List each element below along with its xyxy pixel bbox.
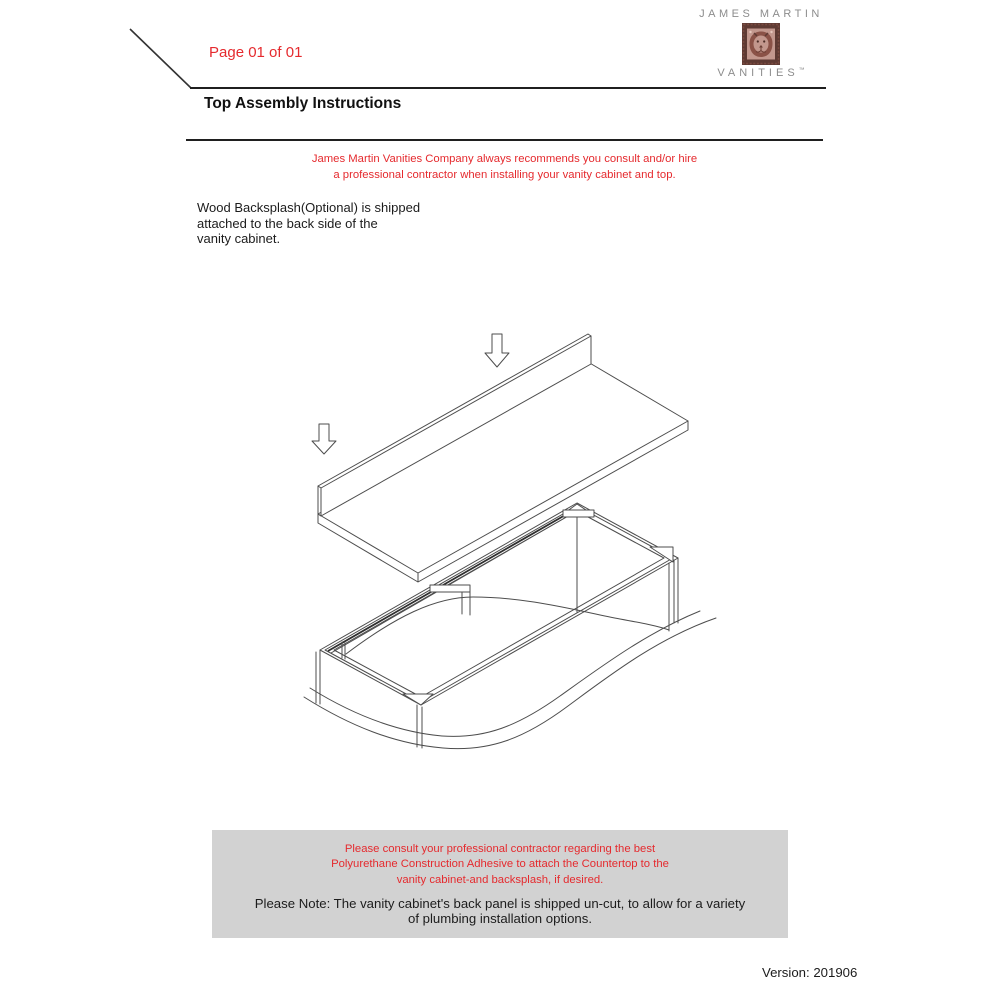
document-title: Top Assembly Instructions bbox=[204, 95, 402, 112]
backsplash-note-paragraph bbox=[197, 200, 420, 247]
title-rule bbox=[186, 139, 823, 141]
intro-line-1: Wood Backsplash(Optional) is shipped bbox=[197, 200, 421, 215]
lion-crest-icon bbox=[742, 23, 780, 65]
brand-name-text: JAMES MARTIN bbox=[699, 8, 823, 20]
intro-line-2: attached to the back side of the bbox=[197, 215, 378, 231]
adhesive-note-line-3: vanity cabinet-and backsplash, if desired. bbox=[396, 873, 604, 886]
brand-sub-text: VANITIES™ bbox=[717, 67, 805, 79]
header-rule bbox=[190, 87, 826, 89]
corner-fold-line bbox=[125, 25, 195, 93]
trademark-symbol: ™ bbox=[798, 67, 805, 74]
adhesive-note-box bbox=[212, 830, 788, 938]
down-arrow-icon bbox=[485, 334, 509, 367]
assembly-diagram bbox=[280, 320, 720, 780]
page-number-label: Page 01 of 01 bbox=[209, 44, 303, 61]
adhesive-note-line-2: Polyurethane Construction Adhesive to attach the Countertop to the bbox=[331, 858, 669, 871]
contractor-disclaimer bbox=[186, 151, 823, 183]
disclaimer-line-1: James Martin Vanities Company always recommends you consult and/or hire bbox=[311, 153, 698, 165]
back-panel-note-line-1: Please Note: The vanity cabinet's back panel is shipped un-cut, to allow for a variety bbox=[254, 895, 746, 911]
brand-logo bbox=[695, 8, 827, 79]
down-arrow-icon bbox=[312, 424, 336, 454]
back-panel-note-line-2: of plumbing installation options. bbox=[407, 911, 592, 927]
back-panel-note-text bbox=[212, 896, 788, 927]
version-label: Version: 201906 bbox=[762, 965, 858, 980]
adhesive-note-red-text bbox=[212, 842, 788, 888]
disclaimer-line-2: a professional contractor when installing your vanity cabinet and top. bbox=[333, 169, 676, 181]
intro-line-3: vanity cabinet. bbox=[197, 231, 281, 246]
adhesive-note-line-1: Please consult your professional contractor regarding the best bbox=[344, 843, 656, 855]
